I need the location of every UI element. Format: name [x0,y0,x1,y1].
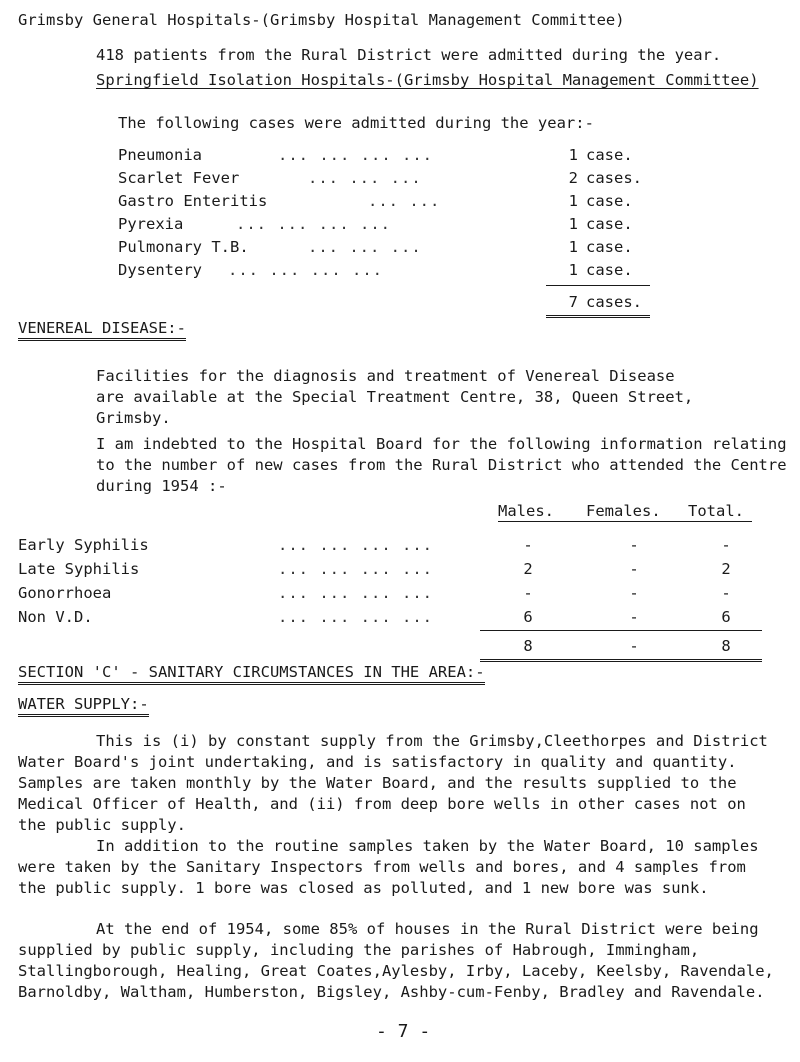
total-cell: 2 [721,560,731,578]
leader-dots: ... ... ... [308,169,422,187]
hospital-heading: Grimsby General Hospitals-(Grimsby Hospital Management Committee) [18,11,625,29]
case-count: 1 [568,261,578,279]
water-supply-heading: WATER SUPPLY:- [18,694,149,715]
col-females: Females. [586,502,661,520]
case-unit: case. [586,192,633,210]
row-label: Late Syphilis [18,560,140,578]
list-item [118,168,678,190]
indebted-paragraph: I am indebted to the Hospital Board for the following information relating to the number of new cases from the Rural District who attended the Centre during 1954 :- [96,435,787,495]
totals-rule [480,630,762,631]
case-name: Gastro Enteritis [118,192,268,210]
case-count: 1 [568,146,578,164]
males-cell: 2 [523,560,533,578]
col-total: Total. [688,502,744,520]
table-row [18,559,778,581]
total-cell: 6 [721,608,731,626]
list-item [118,260,678,282]
females-cell: - [629,560,639,578]
case-count: 1 [568,238,578,256]
females-cell: - [629,584,639,602]
case-name: Pulmonary T.B. [118,238,249,256]
totals-row [18,636,778,658]
col-males: Males. [498,502,554,520]
leader-dots: ... ... ... [308,238,422,256]
case-count: 1 [568,215,578,233]
males-cell: - [523,584,533,602]
cases-intro: The following cases were admitted during the year:- [118,114,594,132]
leader-dots: ... ... ... ... [278,608,433,626]
total-double-rule [546,315,650,318]
leader-dots: ... ... ... ... [278,560,433,578]
section-c-heading: SECTION 'C' - SANITARY CIRCUMSTANCES IN THE AREA:- [18,662,485,683]
total-cell: - [721,536,731,554]
leader-dots: ... ... [368,192,441,210]
total-unit: cases. [586,293,642,311]
females-total: - [629,637,639,655]
list-item [118,191,678,213]
table-row [18,607,778,629]
case-unit: case. [586,215,633,233]
leader-dots: ... ... ... ... [278,146,433,164]
leader-dots: ... ... ... ... [278,584,433,602]
leader-dots: ... ... ... ... [228,261,383,279]
case-unit: case. [586,238,633,256]
case-name: Dysentery [118,261,202,279]
case-unit: case. [586,146,633,164]
total-rule [546,285,650,286]
case-unit: case. [586,261,633,279]
water-paragraph-1: This is (i) by constant supply from the Grimsby,Cleethorpes and District Water Board's joint undertaking, and is satisfactory in quality and quantity. Samples are taken monthly by the Water Board, and the results supplied to the Medical Officer of Health, and (ii) from deep bore wells in other cases not on the public supply. [18,732,768,834]
leader-dots: ... ... ... ... [278,536,433,554]
case-unit: cases. [586,169,642,187]
males-cell: - [523,536,533,554]
males-total: 8 [523,637,533,655]
females-cell: - [629,608,639,626]
row-label: Early Syphilis [18,536,149,554]
list-item [118,145,678,167]
facilities-paragraph: Facilities for the diagnosis and treatment of Venereal Disease are available at the Special Treatment Centre, 38, Queen Street, Grimsby. [96,367,694,427]
grand-total: 8 [721,637,731,655]
water-paragraph-3: At the end of 1954, some 85% of houses in the Rural District were being supplied by public supply, including the parishes of Habrough, Immingham, Stallingborough, Healing, Great Coates,Aylesby, Irby, Laceby, Keelsby, Ravendale, Barnoldby, Waltham, Humberston, Bigsley, Ashby-cum-Fenby, Bradley and Ravendale. [18,920,774,1001]
females-cell: - [629,536,639,554]
males-cell: 6 [523,608,533,626]
venereal-disease-heading: VENEREAL DISEASE:- [18,318,186,339]
case-name: Pneumonia [118,146,202,164]
page-number: - 7 - [376,1021,431,1042]
totals-double-rule [480,659,762,662]
cases-total-row [118,292,678,314]
total-count: 7 [568,293,578,311]
list-item [118,237,678,259]
admissions-line: 418 patients from the Rural District were admitted during the year. [96,46,722,64]
leader-dots: ... ... ... ... [236,215,391,233]
isolation-hospital-heading: Springfield Isolation Hospitals-(Grimsby Hospital Management Committee) [96,71,759,89]
case-count: 2 [568,169,578,187]
water-paragraph-2: In addition to the routine samples taken by the Water Board, 10 samples were taken by the Sanitary Inspectors from wells and bores, and 4 samples from the public supply. 1 bore was closed as polluted, and 1 new bore was sunk. [18,837,759,897]
case-name: Scarlet Fever [118,169,240,187]
header-rule [498,521,752,522]
total-cell: - [721,584,731,602]
table-row [18,535,778,557]
case-name: Pyrexia [118,215,184,233]
table-row [18,583,778,605]
list-item [118,214,678,236]
row-label: Gonorrhoea [18,584,112,602]
row-label: Non V.D. [18,608,93,626]
case-count: 1 [568,192,578,210]
